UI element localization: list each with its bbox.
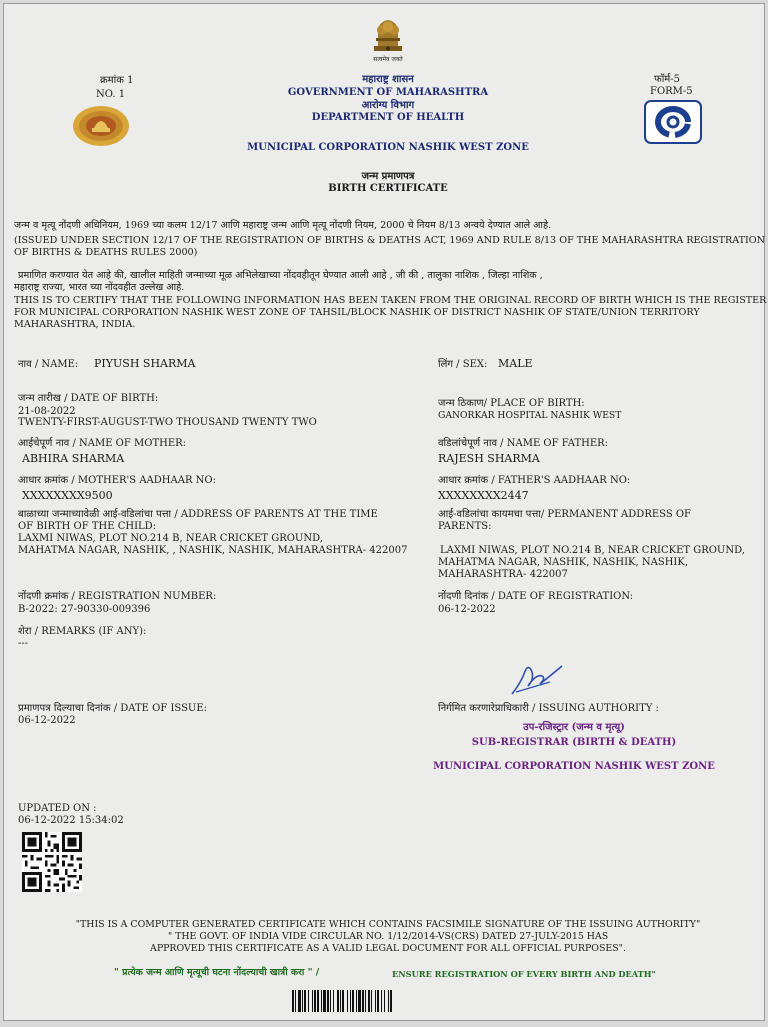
dob-value: 21-08-2022 [18,406,76,417]
regno-label: नोंदणी क्रमांक / REGISTRATION NUMBER: [18,591,217,602]
father-value: RAJESH SHARMA [438,452,540,465]
issued-text-en-2: OF BIRTHS & DEATHS RULES 2000) [14,247,198,258]
maharashtra-seal-icon [72,104,130,148]
footer-note-1: "THIS IS A COMPUTER GENERATED CERTIFICATE WHICH CONTAINS FACSIMILE SIGNATURE OF THE ISSUING AUTHORITY" [75,919,701,930]
regdate-value: 06-12-2022 [438,604,496,615]
state-title-en: GOVERNMENT OF MAHARASHTRA [287,87,489,98]
qr-code-icon [20,832,84,892]
subregistrar-en: SUB-REGISTRAR (BIRTH & DEATH) [471,737,677,748]
address-perm-value-1: LAXMI NIWAS, PLOT NO.214 B, NEAR CRICKET GROUND, [440,545,745,556]
crs-logo-icon [644,100,702,144]
certify-text-en-3: MAHARASHTRA, INDIA. [14,319,136,330]
footer-note-3: APPROVED THIS CERTIFICATE AS A VALID LEGAL DOCUMENT FOR ALL OFFICIAL PURPOSES". [150,943,626,954]
father-aadhaar-label: आधार क्रमांक / FATHER'S AADHAAR NO: [438,475,631,486]
certificate-title-mr: जन्म प्रमाणपत्र [361,171,415,182]
issue-date-value: 06-12-2022 [18,715,76,726]
mother-aadhaar-value: XXXXXXXX9500 [22,489,113,502]
number-mr: क्रमांक 1 [100,75,134,86]
address-perm-value-3: MAHARASHTRA- 422007 [438,569,568,580]
subregistrar-mr: उप-रजिस्ट्रार (जन्म व मृत्यू) [523,722,625,733]
remarks-value: --- [18,638,29,649]
sex-label: लिंग / SEX: [438,359,488,370]
mother-aadhaar-label: आधार क्रमांक / MOTHER'S AADHAAR NO: [18,475,216,486]
signature-icon [506,654,566,700]
address-birth-label-2: OF BIRTH OF THE CHILD: [18,521,157,532]
certify-text-mr-1: प्रमाणित करण्यात येत आहे की, खालील माहिती जन्माच्या मूळ अभिलेखाच्या नोंदवहीतून घेण्यात आली आहे , जी की , तालुका नाशिक , जिल्हा नाशिक , [18,270,543,281]
dob-label: जन्म तारीख / DATE OF BIRTH: [18,393,159,404]
name-value: PIYUSH SHARMA [94,357,196,370]
regdate-label: नोंदणी दिनांक / DATE OF REGISTRATION: [438,591,634,602]
issued-text-en-1: (ISSUED UNDER SECTION 12/17 OF THE REGISTRATION OF BIRTHS & DEATHS ACT, 1969 AND RULE 8/13 OF THE MAHARASHTRA REGISTRATION [14,235,766,246]
footer-note-2: " THE GOVT. OF INDIA VIDE CIRCULAR NO. 1/12/2014-VS(CRS) DATED 27-JULY-2015 HAS [167,931,609,942]
father-label: वडिलांचेपूर्ण नाव / NAME OF FATHER: [438,438,609,449]
emblem-caption: सत्यमेव जयते [373,56,403,63]
mother-value: ABHIRA SHARMA [22,452,125,465]
dept-title-en: DEPARTMENT OF HEALTH [311,112,465,123]
form-mr: फॉर्म-5 [654,74,681,85]
address-birth-value-1: LAXMI NIWAS, PLOT NO.214 B, NEAR CRICKET GROUND, [18,533,323,544]
authority-office: MUNICIPAL CORPORATION NASHIK WEST ZONE [433,761,715,772]
slogan-en: ENSURE REGISTRATION OF EVERY BIRTH AND DEATH" [392,969,656,979]
remarks-label: शेरा / REMARKS (IF ANY): [18,626,147,637]
certificate-title-en: BIRTH CERTIFICATE [328,183,448,194]
dob-words: TWENTY-FIRST-AUGUST-TWO THOUSAND TWENTY TWO [18,417,317,428]
sex-value: MALE [498,357,533,370]
updated-label: UPDATED ON : [18,803,97,814]
certify-text-en-1: THIS IS TO CERTIFY THAT THE FOLLOWING INFORMATION HAS BEEN TAKEN FROM THE ORIGINAL RECORD OF BIRTH WHICH IS THE REGISTER [14,295,767,306]
authority-label: निर्गमित करणारेप्राधिकारी / ISSUING AUTHORITY : [438,703,659,714]
address-perm-label-1: आई-वडिलांचा कायमचा पत्ता/ PERMANENT ADDRESS OF [438,509,691,520]
mother-label: आईचेपूर्ण नाव / NAME OF MOTHER: [18,438,187,449]
state-title-mr: महाराष्ट्र शासन [362,74,414,85]
address-birth-label-1: बाळाच्या जन्माच्यावेळी आई-वडिलांचा पत्ता / ADDRESS OF PARENTS AT THE TIME [18,509,378,520]
issue-date-label: प्रमाणपत्र दिल्याचा दिनांक / DATE OF ISSUE: [18,703,208,714]
slogan-mr: " प्रत्येक जन्म आणि मृत्यूची घटना नोंदल्याची खात्री करा " / [114,967,320,978]
form-en: FORM-5 [650,86,693,97]
father-aadhaar-value: XXXXXXXX2447 [438,489,529,502]
address-perm-value-2: MAHATMA NAGAR, NASHIK, NASHIK, NASHIK, [438,557,689,568]
certify-text-en-2: FOR MUNICIPAL CORPORATION NASHIK WEST ZONE OF TAHSIL/BLOCK NASHIK OF DISTRICT NASHIK OF STATE/UNION TERRITORY [14,307,700,318]
issued-text-mr: जन्म व मृत्यू नोंदणी अधिनियम, 1969 च्या कलम 12/17 आणि महाराष्ट्र जन्म आणि मृत्यू नोंदणी नियम, 2000 चे नियम 8/13 अन्वये देण्यात आले आहे. [14,220,552,231]
barcode-icon [292,990,482,1012]
certify-text-mr-2: महाराष्ट्र राज्या, भारत च्या नोंदवहीत उल्लेख आहे. [14,282,185,293]
address-birth-value-2: MAHATMA NAGAR, NASHIK, , NASHIK, NASHIK, MAHARASHTRA- 422007 [18,545,408,556]
municipal-title: MUNICIPAL CORPORATION NASHIK WEST ZONE [247,142,529,153]
number-en: NO. 1 [96,89,126,100]
pob-label: जन्म ठिकाण/ PLACE OF BIRTH: [438,398,585,409]
pob-value: GANORKAR HOSPITAL NASHIK WEST [438,410,622,421]
address-perm-label-2: PARENTS: [438,521,492,532]
regno-value: B-2022: 27-90330-009396 [18,604,151,615]
name-label: नाव / NAME: [18,359,79,370]
birth-certificate [3,3,765,1021]
updated-value: 06-12-2022 15:34:02 [18,815,124,826]
dept-title-mr: आरोग्य विभाग [361,100,415,111]
